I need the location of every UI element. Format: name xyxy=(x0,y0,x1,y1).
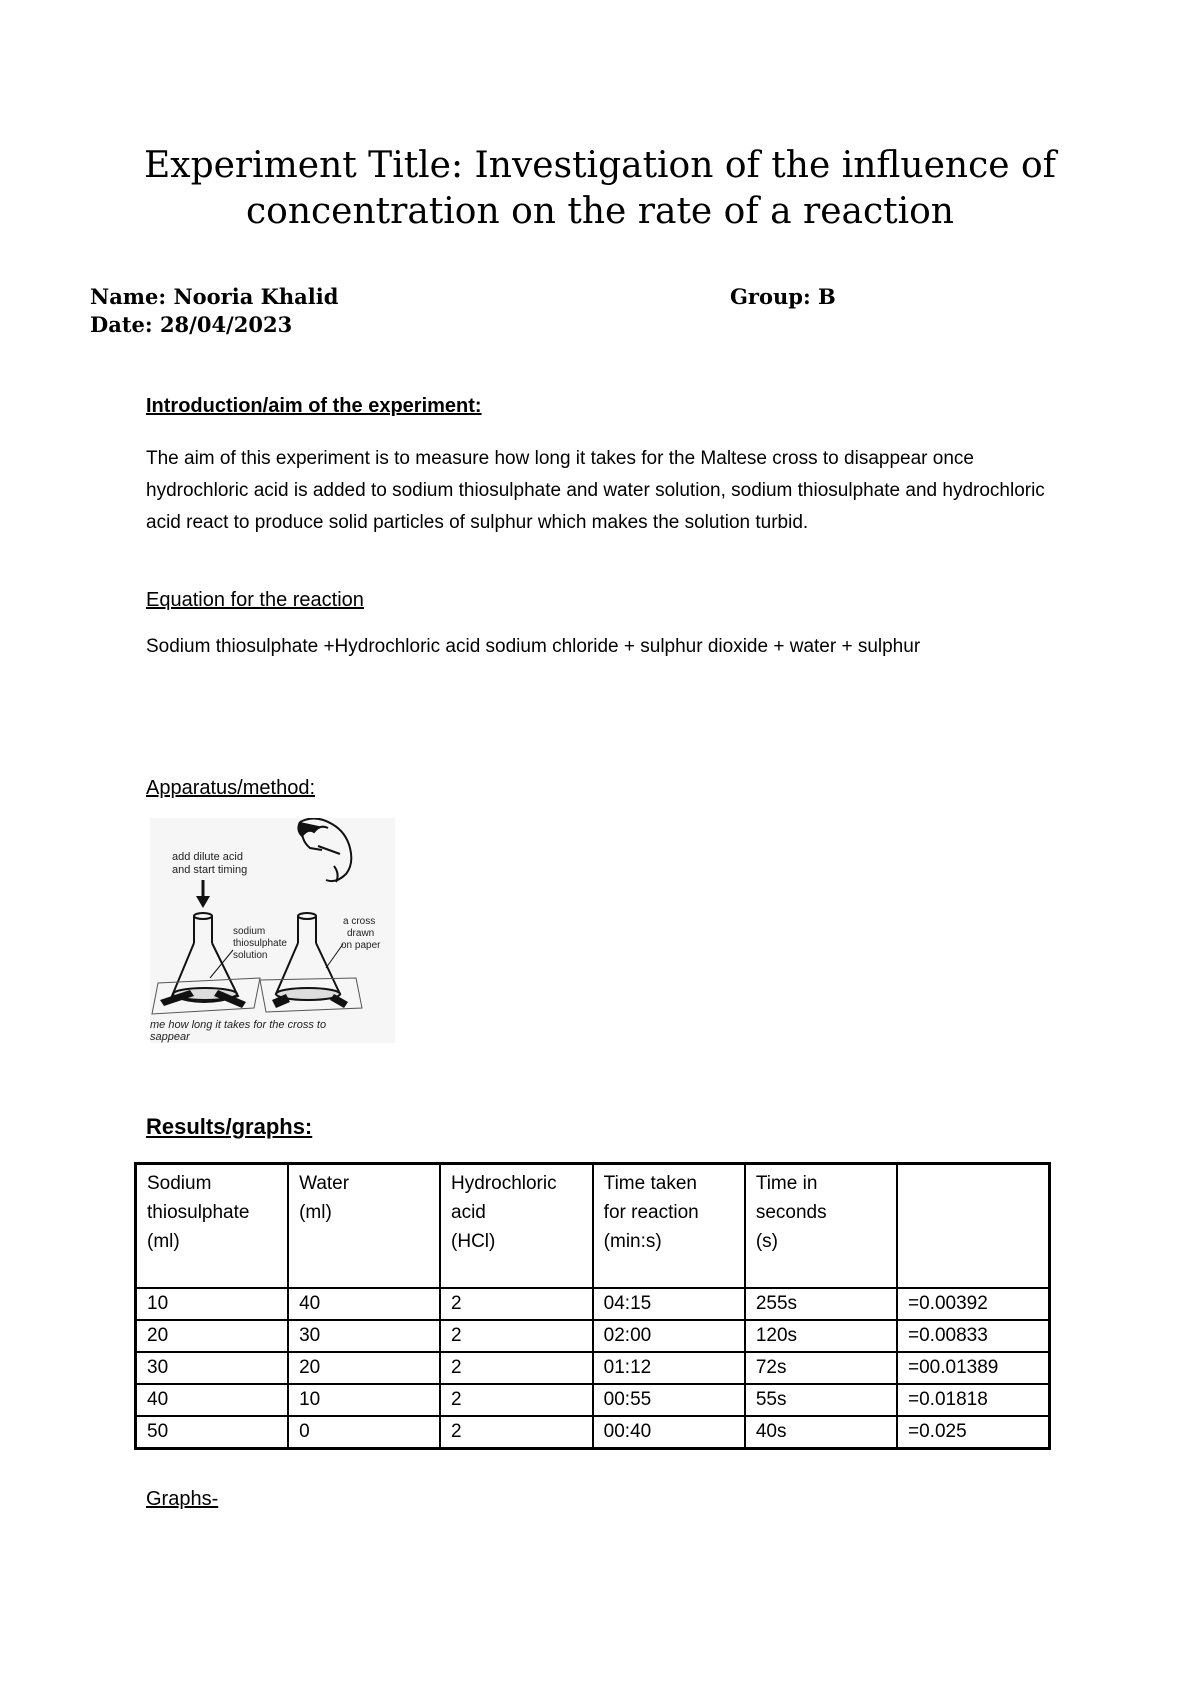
introduction-text: The aim of this experiment is to measure how long it takes for the Maltese cross to disappear once hydrochloric acid is added to sodium thiosulphate and water solution, sodium thiosulphate and hydrochloric acid react to produce solid particles of sulphur which makes the solution turbid. xyxy=(146,448,1045,533)
diagram-caption-2: sappear xyxy=(150,1031,190,1043)
header-rate xyxy=(897,1164,1050,1289)
table-cell: 01:12 xyxy=(593,1352,745,1384)
reaction-equation: Sodium thiosulphate +Hydrochloric acid sodium chloride + sulphur dioxide + water + sulphur xyxy=(146,636,921,657)
experiment-date: Date: 28/04/2023 xyxy=(90,312,293,337)
label-cross-3: on paper xyxy=(341,940,381,951)
experiment-title xyxy=(100,143,1100,235)
header-text: acid xyxy=(451,1202,486,1223)
label-cross-2: drawn xyxy=(347,928,375,939)
table-cell: =0.025 xyxy=(897,1416,1050,1449)
header-text: seconds xyxy=(755,1202,827,1223)
header-water xyxy=(288,1164,440,1289)
table-cell: 02:00 xyxy=(593,1320,745,1352)
label-acid-1: add dilute acid xyxy=(172,851,243,863)
table-cell: 00:40 xyxy=(593,1416,745,1449)
header-sodium-thiosulphate xyxy=(136,1164,289,1289)
title-line-1: Experiment Title: Investigation of the influence of xyxy=(143,145,1056,186)
equation-heading: Equation for the reaction xyxy=(146,589,364,611)
student-group: Group: B xyxy=(730,284,836,309)
header-text: (ml) xyxy=(299,1202,332,1223)
results-table xyxy=(134,1162,1051,1450)
table-row xyxy=(136,1352,1050,1384)
table-cell: 30 xyxy=(136,1352,289,1384)
header-text: Hydrochloric xyxy=(451,1173,557,1194)
table-cell: 55s xyxy=(745,1384,897,1416)
table-cell: 20 xyxy=(136,1320,289,1352)
table-cell: =0.00392 xyxy=(897,1288,1050,1320)
header-text: (min:s) xyxy=(603,1231,662,1252)
table-cell: 2 xyxy=(440,1352,593,1384)
table-cell: 40 xyxy=(136,1384,289,1416)
table-cell: 30 xyxy=(288,1320,440,1352)
student-name: Name: Nooria Khalid xyxy=(90,284,339,309)
header-text: thiosulphate xyxy=(147,1202,250,1223)
label-cross-1: a cross xyxy=(343,916,376,927)
graphs-heading: Graphs- xyxy=(146,1488,219,1510)
table-cell: 2 xyxy=(440,1384,593,1416)
table-cell: 255s xyxy=(745,1288,897,1320)
table-cell: 40s xyxy=(745,1416,897,1449)
table-cell: 20 xyxy=(288,1352,440,1384)
label-solution-1: sodium xyxy=(233,926,266,937)
header-text: Time taken xyxy=(603,1173,697,1194)
table-cell: 0 xyxy=(288,1416,440,1449)
table-cell: 04:15 xyxy=(593,1288,745,1320)
table-cell: 40 xyxy=(288,1288,440,1320)
header-text: Water xyxy=(299,1173,350,1194)
apparatus-illustration xyxy=(150,818,395,1043)
title-line-2: concentration on the rate of a reaction xyxy=(245,191,954,232)
table-cell: 50 xyxy=(136,1416,289,1449)
table-cell: 2 xyxy=(440,1320,593,1352)
diagram-caption-1: me how long it takes for the cross to xyxy=(150,1019,327,1031)
header-text: (HCl) xyxy=(451,1231,496,1252)
label-solution-2: thiosulphate xyxy=(233,938,287,949)
table-header-row xyxy=(136,1164,1050,1289)
header-text: Sodium xyxy=(147,1173,212,1194)
header-text: (ml) xyxy=(147,1231,180,1252)
table-cell: 2 xyxy=(440,1416,593,1449)
table-cell: 2 xyxy=(440,1288,593,1320)
table-cell: =00.01389 xyxy=(897,1352,1050,1384)
header-text: for reaction xyxy=(603,1202,699,1223)
table-cell: =0.01818 xyxy=(897,1384,1050,1416)
header-text: (s) xyxy=(755,1231,778,1252)
table-cell: =0.00833 xyxy=(897,1320,1050,1352)
header-time-taken xyxy=(593,1164,745,1289)
table-cell: 120s xyxy=(745,1320,897,1352)
header-text: Time in xyxy=(755,1173,818,1194)
label-solution-3: solution xyxy=(233,950,268,961)
header-hydrochloric-acid xyxy=(440,1164,593,1289)
introduction-heading: Introduction/aim of the experiment: xyxy=(146,395,482,417)
apparatus-heading: Apparatus/method: xyxy=(146,777,315,799)
table-cell: 72s xyxy=(745,1352,897,1384)
table-cell: 00:55 xyxy=(593,1384,745,1416)
table-row xyxy=(136,1416,1050,1449)
table-cell: 10 xyxy=(288,1384,440,1416)
apparatus-diagram xyxy=(150,818,395,1043)
label-acid-2: and start timing xyxy=(172,864,248,876)
results-heading: Results/graphs: xyxy=(146,1114,313,1139)
table-cell: 10 xyxy=(136,1288,289,1320)
header-time-seconds xyxy=(745,1164,897,1289)
table-row xyxy=(136,1320,1050,1352)
table-row xyxy=(136,1288,1050,1320)
table-row xyxy=(136,1384,1050,1416)
